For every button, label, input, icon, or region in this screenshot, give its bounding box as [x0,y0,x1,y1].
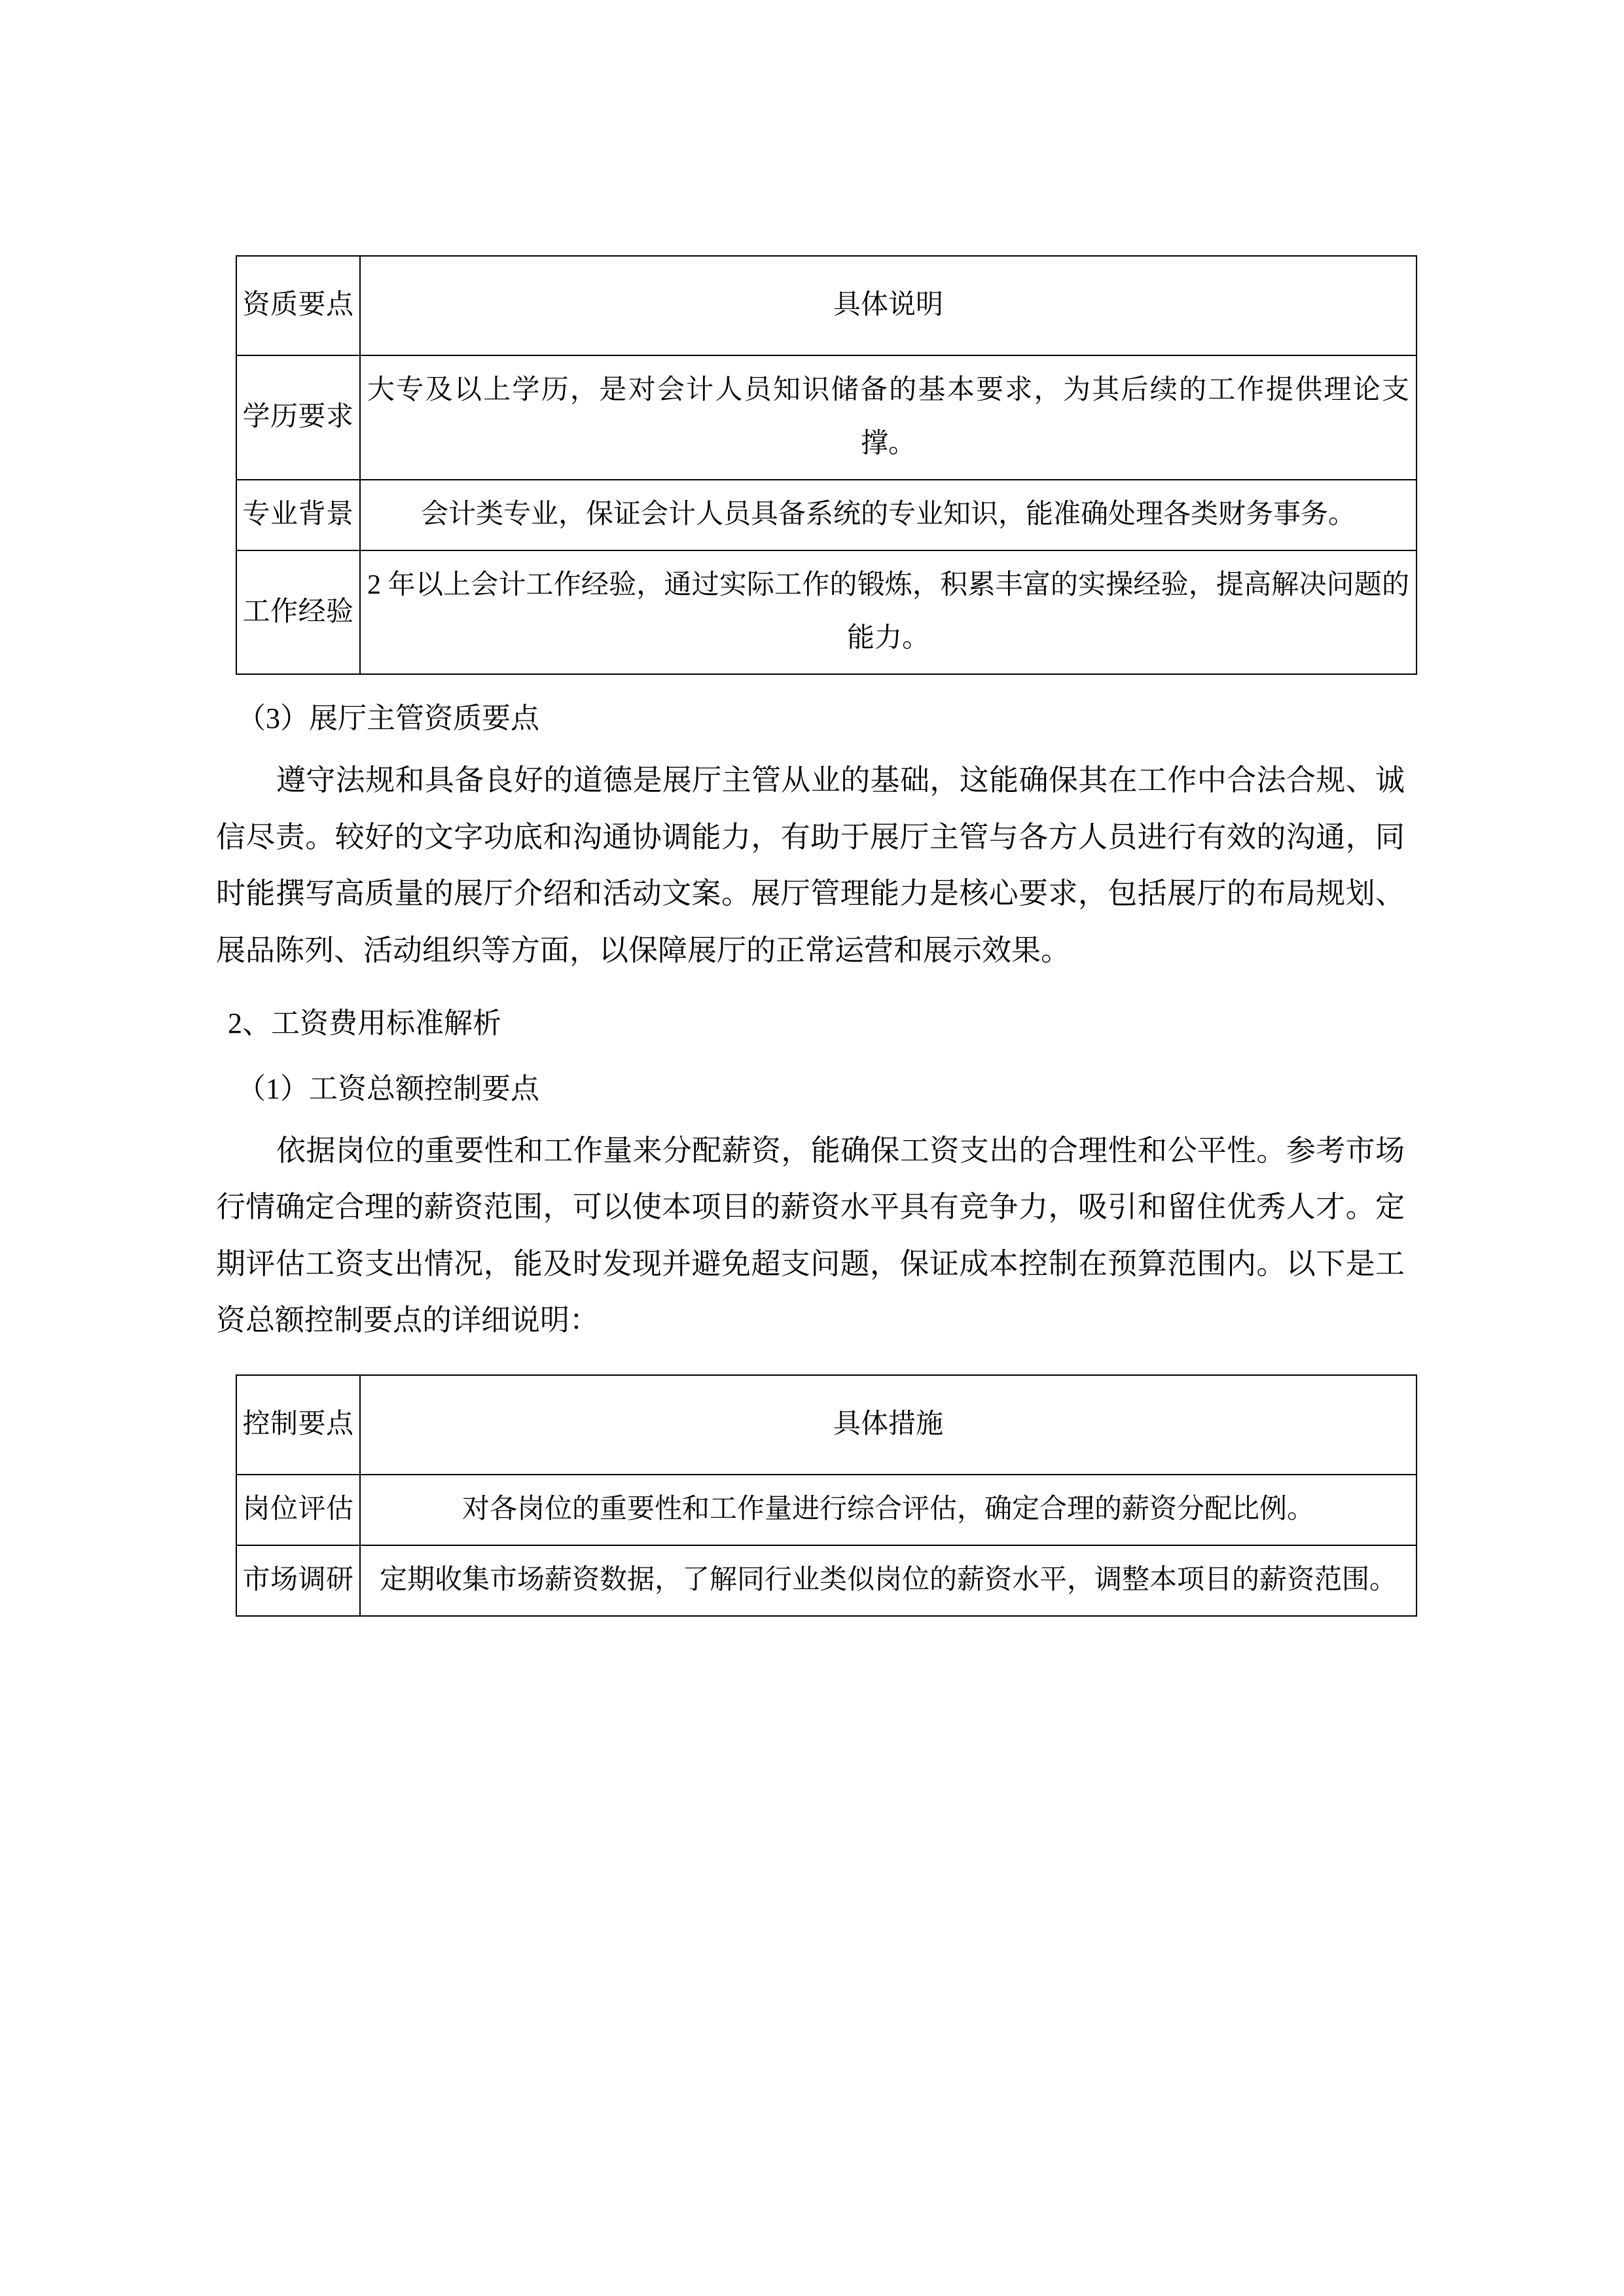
table-cell-value: 大专及以上学历，是对会计人员知识储备的基本要求，为其后续的工作提供理论支撑。 [360,355,1416,480]
table-header-key: 控制要点 [236,1375,360,1475]
table-row [236,550,1416,675]
table-cell-value: 对各岗位的重要性和工作量进行综合评估，确定合理的薪资分配比例。 [360,1475,1416,1545]
table-row [236,1545,1416,1616]
table-cell-key: 工作经验 [236,550,360,675]
table-cell-key: 学历要求 [236,355,360,480]
table-row [236,355,1416,480]
paragraph-exhibition-supervisor: 遵守法规和具备良好的道德是展厅主管从业的基础，这能确保其在工作中合法合规、诚信尽责。较好的文字功底和沟通协调能力，有助于展厅主管与各方人员进行有效的沟通，同时能撰写高质量的展厅介绍和活动文案。展厅管理能力是核心要求，包括展厅的布局规划、展品陈列、活动组织等方面，以保障展厅的正常运营和展示效果。 [216,764,1405,967]
table-header-key: 资质要点 [236,256,360,355]
table-cell-key: 专业背景 [236,480,360,550]
table-header-row [236,1375,1416,1475]
table-header-value: 具体说明 [360,256,1416,355]
table-header-value: 具体措施 [360,1375,1416,1475]
heading-wage-total-control: （1）工资总额控制要点 [237,1072,539,1105]
qualification-table [236,255,1417,675]
wage-control-table [236,1374,1417,1617]
table-row [236,480,1416,550]
heading-exhibition-supervisor: （3）展厅主管资质要点 [237,702,539,735]
table-header-row [236,256,1416,355]
paragraph-wage-total-control: 依据岗位的重要性和工作量来分配薪资，能确保工资支出的合理性和公平性。参考市场行情确定合理的薪资范围，可以使本项目的薪资水平具有竞争力，吸引和留住优秀人才。定期评估工资支出情况，能及时发现并避免超支问题，保证成本控制在预算范围内。以下是工资总额控制要点的详细说明： [216,1134,1405,1337]
page-content [216,0,1407,1617]
table-cell-value: 定期收集市场薪资数据，了解同行业类似岗位的薪资水平，调整本项目的薪资范围。 [360,1545,1416,1616]
table-row [236,1475,1416,1545]
table-cell-key: 市场调研 [236,1545,360,1616]
heading-wage-standard-section: 2、工资费用标准解析 [228,1007,501,1039]
table-cell-value: 2 年以上会计工作经验，通过实际工作的锻炼，积累丰富的实操经验，提高解决问题的能力。 [360,550,1416,675]
table-cell-key: 岗位评估 [236,1475,360,1545]
table-cell-value: 会计类专业，保证会计人员具备系统的专业知识，能准确处理各类财务事务。 [360,480,1416,550]
